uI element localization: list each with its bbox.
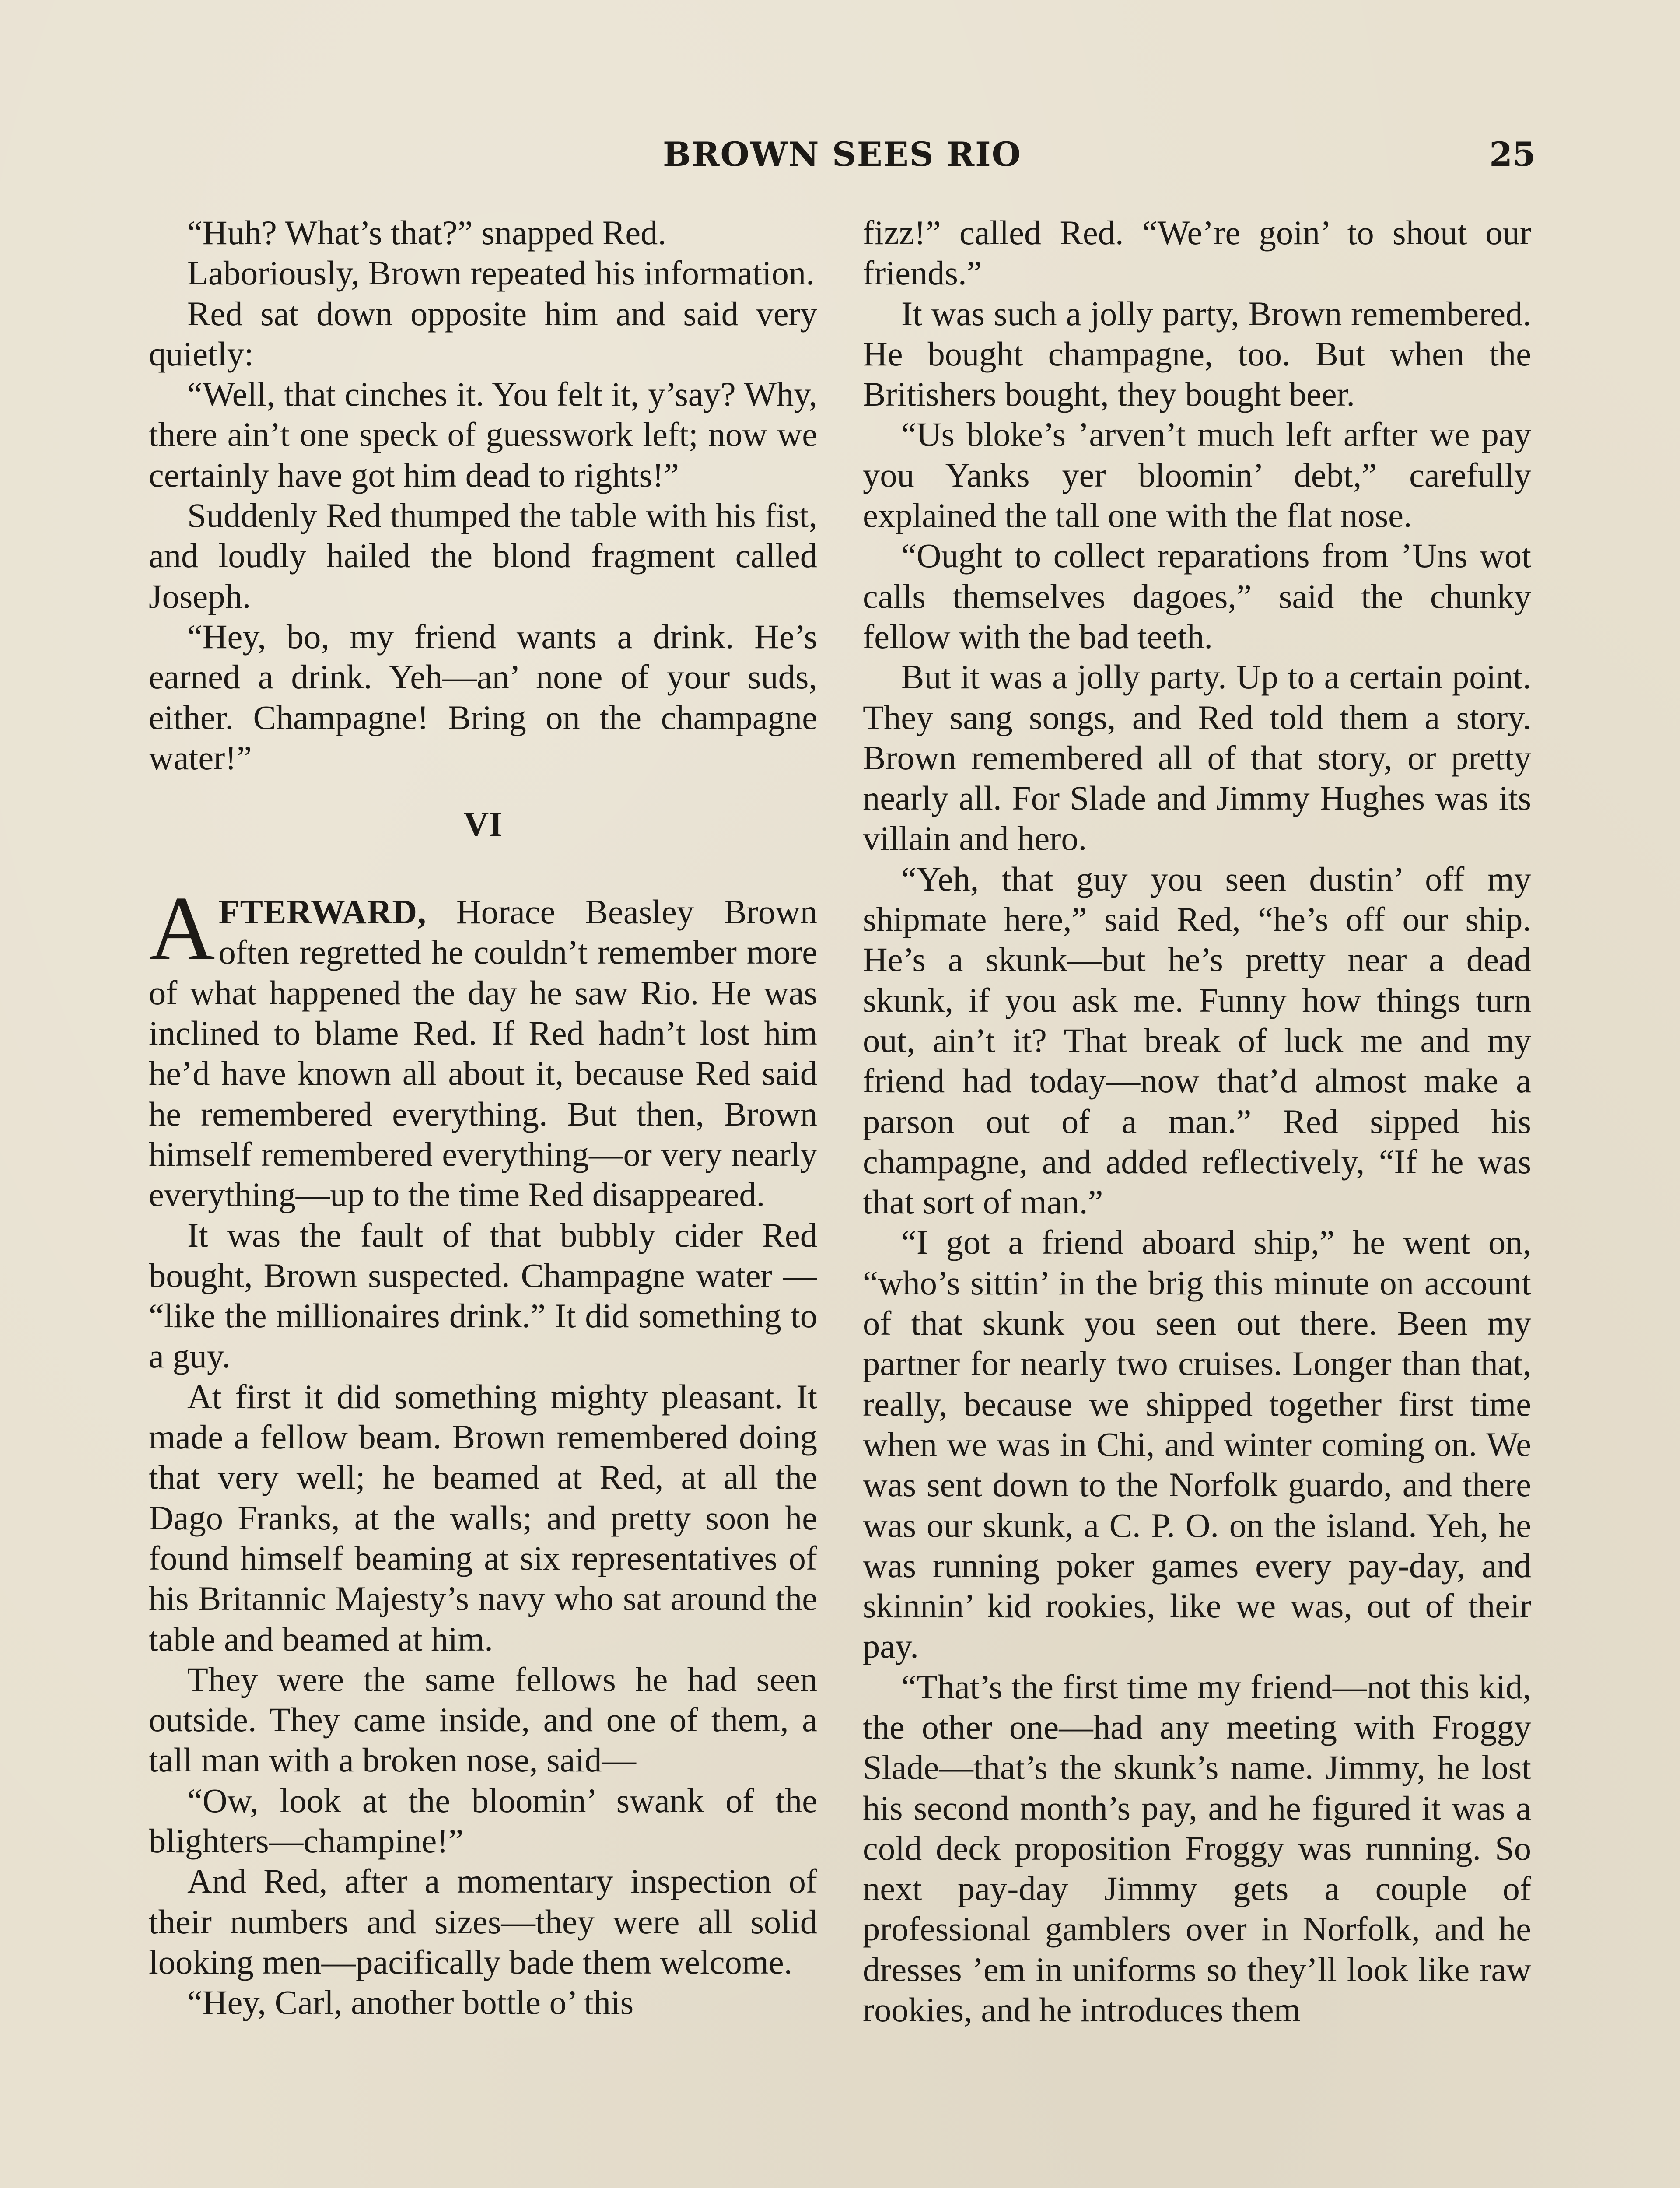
paragraph: Suddenly Red thumped the table with his fist, and loudly hailed the blond fragment called Joseph. [149,496,817,615]
drop-cap-paragraph [149,878,817,1215]
paragraph: Red sat down opposite him and said very quietly: [149,294,817,373]
paragraph: And Red, after a momentary inspection of their numbers and sizes—they were all solid looking men—pacifically bade them welcome. [149,1862,817,1981]
paragraph: “Well, that cinches it. You felt it, y’say? Why, there ain’t one speck of guesswork left; now we certainly have got him dead to rights!” [149,375,817,494]
paragraph: “Hey, bo, my friend wants a drink. He’s earned a drink. Yeh—an’ none of your suds, either. Champagne! Bring on the champagne water!” [149,617,817,777]
small-caps-lead: FTERWARD, [218,893,427,931]
paragraph: Laboriously, Brown repeated his information. [187,254,815,292]
running-title: BROWN SEES RIO [663,135,1022,174]
paragraph: “Hey, Carl, another bottle o’ this [187,1983,634,2022]
left-column [149,213,817,2188]
paragraph: “Ought to collect reparations from ’Uns wot calls themselves dagoes,” said the chunky fellow with the bad teeth. [863,536,1531,656]
paragraph: “Huh? What’s that?” snapped Red. [187,214,667,252]
section-heading: VI [463,805,503,844]
paragraph: They were the same fellows he had seen outside. They came inside, and one of them, a tall man with a broken nose, said— [149,1660,817,1779]
paragraph: At first it did something mighty pleasant. It made a fellow beam. Brown remembered doing that very well; he beamed at Red, at all the Dago Franks, at the walls; and pretty soon he found himself beaming at six representatives of his Britannic Majesty’s navy who sat around the table and beamed at him. [149,1377,817,1658]
paragraph-text: Horace Beasley Brown often regretted he couldn’t remember more of what happened the day he saw Rio. He was inclined to blame Red. If Red hadn’t lost him he’d have known all about it, because Red said he remembered everything. But then, Brown himself remembered everything—or very nearly everything—up to the time Red disappeared. [149,893,817,1214]
paragraph: “Ow, look at the bloomin’ swank of the blighters—champine!” [149,1781,817,1860]
drop-cap-letter: A [149,878,215,980]
paragraph: “I got a friend aboard ship,” he went on, “who’s sittin’ in the brig this minute on account of that skunk you seen out there. Been my partner for nearly two cruises. Longer than that, really, because we shipped together first time when we was in Chi, and winter coming on. We was sent down to the Norfolk guardo, and there was our skunk, a C. P. O. on the island. Yeh, he was running poker games every pay-day, and skinnin’ kid rookies, like we was, out of their pay. [863,1223,1531,1666]
right-column [863,213,1531,2188]
page-number: 25 [1489,135,1536,174]
paragraph: “That’s the first time my friend—not this kid, the other one—had any meeting with Froggy Slade—that’s the skunk’s name. Jimmy, he lost his second month’s pay, and he figured it was a cold deck proposition Froggy was running. So next pay-day Jimmy gets a couple of professional gamblers over in Norfolk, and he dresses ’em in uniforms so they’ll look like raw rookies, and he introduces them [863,1667,1531,2029]
paragraph: “Yeh, that guy you seen dustin’ off my shipmate here,” said Red, “he’s off our ship. He’s a skunk—but he’s pretty near a dead skunk, if you ask me. Funny how things turn out, ain’t it? That break of luck me and my friend had today—now that’d almost make a parson out of a man.” Red sipped his champagne, and added reflectively, “If he was that sort of man.” [863,859,1531,1221]
running-head [149,130,1536,179]
paragraph: It was the fault of that bubbly cider Red bought, Brown suspected. Champagne water — “like the millionaires drink.” It did something to a guy. [149,1216,817,1375]
paragraph: But it was a jolly party. Up to a certain point. They sang songs, and Red told them a story. Brown remembered all of that story, or pretty nearly all. For Slade and Jimmy Hughes was its villain and hero. [863,658,1531,858]
paragraph: “Us bloke’s ’arven’t much left arfter we pay you Yanks yer bloomin’ debt,” carefully explained the tall one with the flat nose. [863,415,1531,535]
paragraph: It was such a jolly party, Brown remembered. He bought champagne, too. But when the Britishers bought, they bought beer. [863,294,1531,414]
paragraph-continued: fizz!” called Red. “We’re goin’ to shout our friends.” [863,214,1531,292]
